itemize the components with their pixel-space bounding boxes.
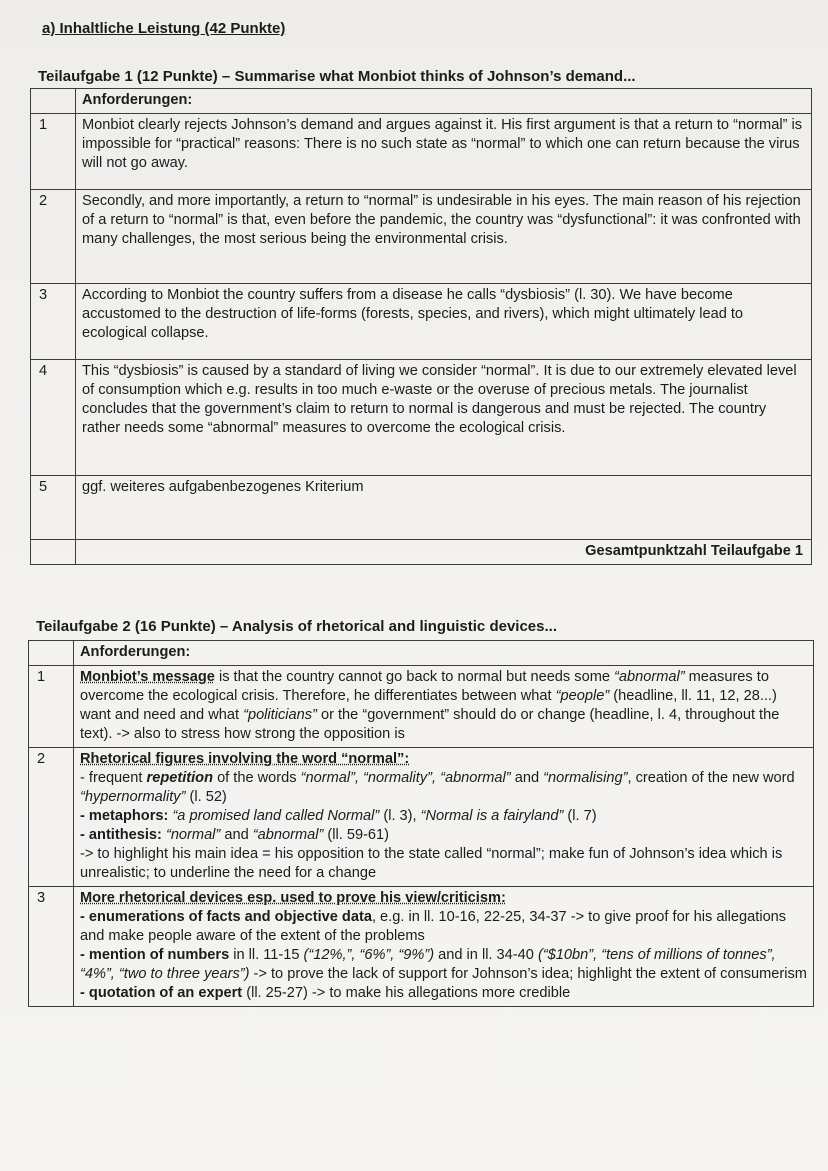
task1-total-label: Gesamtpunktzahl Teilaufgabe 1 — [76, 540, 812, 565]
table-row — [29, 887, 814, 1007]
row-number: 1 — [31, 114, 76, 190]
row-text: Monbiot clearly rejects Johnson’s demand and argues against it. His first argument is that a return to “normal” is impossible for “practical” reasons: There is no such state as “normal” to which one can return because the virus will not go away. — [76, 114, 812, 190]
task2-table — [28, 640, 814, 1007]
row-text: Rhetorical figures involving the word “normal”: - frequent repetition of the words “normal”, “normality”, “abnormal” and “normalising”, creation of the new word “hypernormality” (l. 52) - metaphors: “a promised land called Normal” (l. 3), “Normal is a fairyland” (l. 7) - antithesis: “normal” and “abnormal” (ll. 59-61) -> to highlight his main idea = his opposition to the state called “normal”; make fun of Johnson’s idea which is unrealistic; to underline the need for a change — [74, 748, 814, 887]
row-number: 3 — [29, 887, 74, 1007]
task1-requirements-label: Anforderungen: — [76, 89, 812, 114]
row-subheading: More rhetorical devices esp. used to prove his view/criticism: — [80, 890, 506, 906]
table-row — [31, 190, 812, 284]
row-text: Monbiot’s message is that the country cannot go back to normal but needs some “abnormal” measures to overcome the ecological crisis. Therefore, he differentiates between what “people” (headline, ll. 11, 12, 28...) want and need and what “politicians” or the “government” should do or change (headline, l. 4, throughout the text). -> also to stress how strong the opposition is — [74, 666, 814, 748]
row-number: 4 — [31, 360, 76, 476]
row-text: ggf. weiteres aufgabenbezogenes Kriterium — [76, 476, 812, 540]
row-number: 2 — [31, 190, 76, 284]
row-text: This “dysbiosis” is caused by a standard of living we consider “normal”. It is due to our extremely elevated level of consumption which e.g. results in too much e-waste or the overuse of precious metals. The journalist concludes that the government’s claim to return to normal is dangerous and must be rejected. The country rather needs some “abnormal” measures to overcome the ecological crisis. — [76, 360, 812, 476]
row-number: 1 — [29, 666, 74, 748]
table-row — [31, 360, 812, 476]
row-text: More rhetorical devices esp. used to prove his view/criticism: - enumerations of facts and objective data, e.g. in ll. 10-16, 22-25, 34-37 -> to give proof for his allegations and make people aware of the extent of the problems - mention of numbers in ll. 11-15 (“12%,”, “6%”, “9%”) and in ll. 34-40 (“$10bn”, “tens of millions of tonnes”, “4%”, “two to three years”) -> to prove the lack of support for Johnson’s idea; highlight the extent of consumerism - quotation of an expert (ll. 25-27) -> to make his allegations more credible — [74, 887, 814, 1007]
task1-table — [30, 88, 812, 565]
row-number: 3 — [31, 284, 76, 360]
task1-heading: Teilaufgabe 1 (12 Punkte) – Summarise what Monbiot thinks of Johnson’s demand... — [38, 68, 636, 85]
task2-requirements-label: Anforderungen: — [74, 641, 814, 666]
row-text: According to Monbiot the country suffers from a disease he calls “dysbiosis” (l. 30). We have become accustomed to the destruction of life-forms (forests, species, and rivers), which might ultimately lead to ecological collapse. — [76, 284, 812, 360]
section-title: a) Inhaltliche Leistung (42 Punkte) — [42, 20, 286, 37]
table-row — [31, 284, 812, 360]
task2-requirements-row — [29, 641, 814, 666]
row-text: Secondly, and more importantly, a return to “normal” is undesirable in his eyes. The main reason of his rejection of a return to “normal” is that, even before the pandemic, the country was “dysfunctional”: it was confronted with many challenges, the most serious being the environmental crisis. — [76, 190, 812, 284]
task1-total-row — [31, 540, 812, 565]
row-number: 2 — [29, 748, 74, 887]
row-number: 5 — [31, 476, 76, 540]
table-row — [31, 476, 812, 540]
task1-requirements-row — [31, 89, 812, 114]
row-subheading: Rhetorical figures involving the word “normal”: — [80, 751, 410, 767]
table-row — [31, 114, 812, 190]
table-row — [29, 748, 814, 887]
task2-heading: Teilaufgabe 2 (16 Punkte) – Analysis of rhetorical and linguistic devices... — [36, 618, 557, 635]
table-row — [29, 666, 814, 748]
